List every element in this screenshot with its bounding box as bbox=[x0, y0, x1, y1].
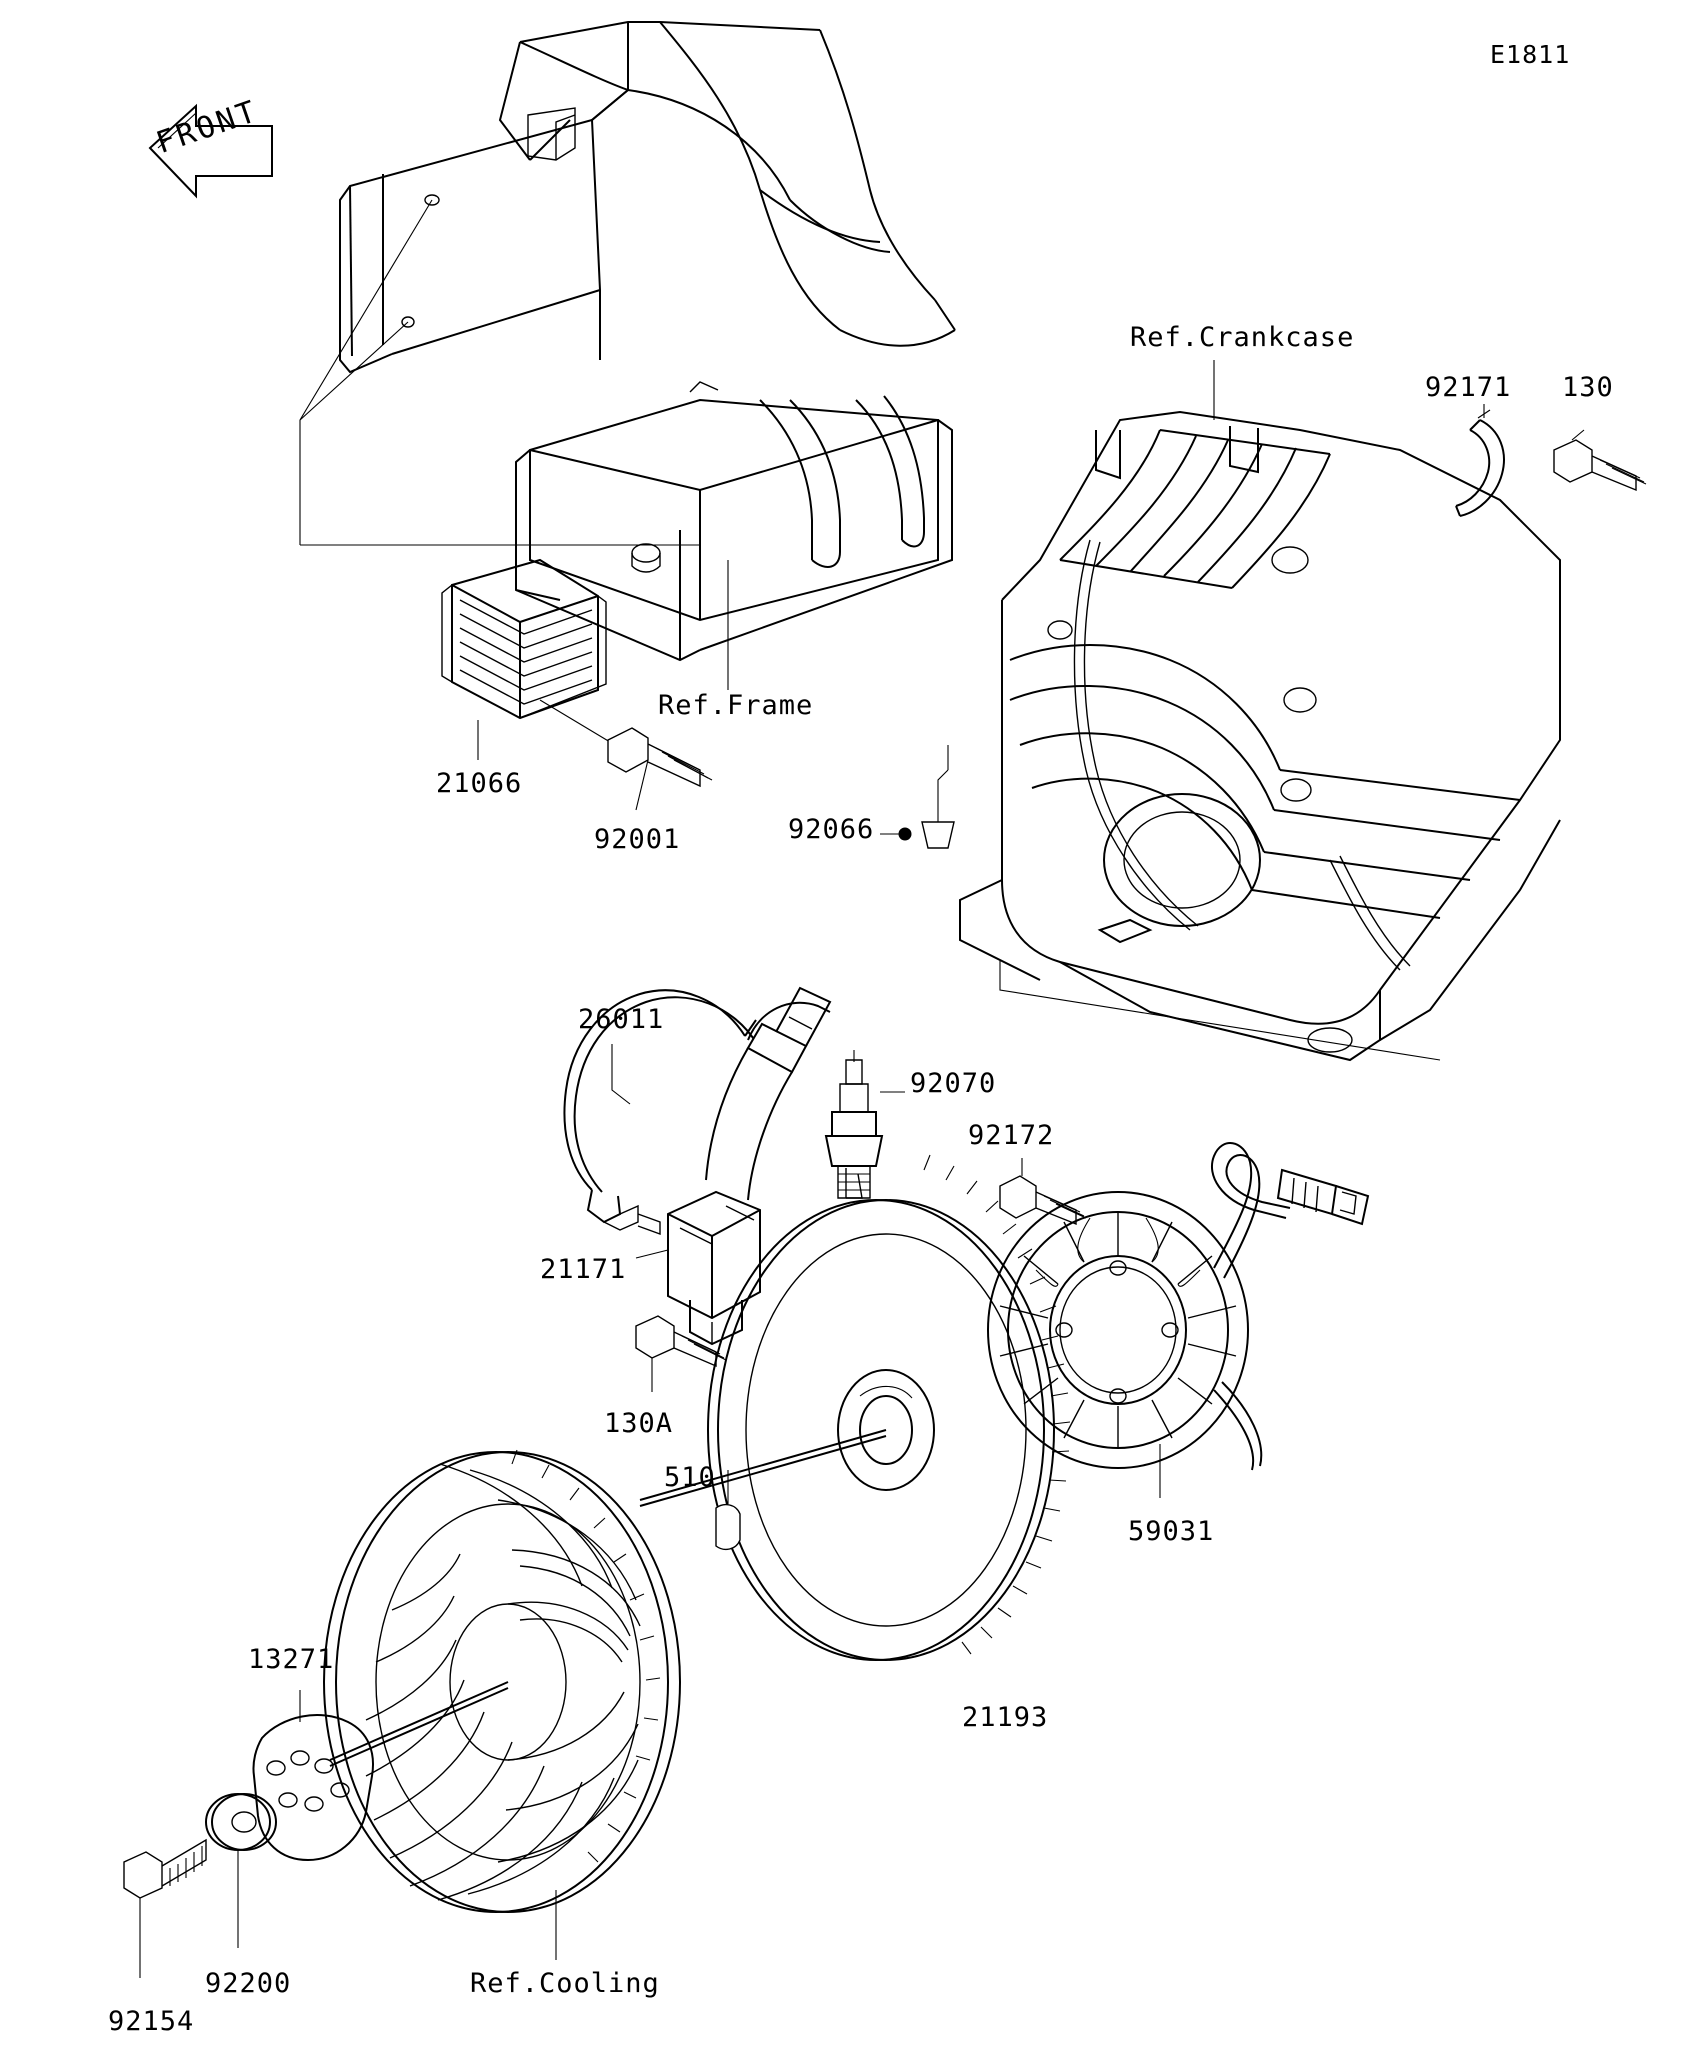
part-label-92200: 92200 bbox=[205, 1968, 292, 1999]
cooling-fan bbox=[324, 1450, 680, 1960]
reference-label-crankcase: Ref.Crankcase bbox=[1130, 322, 1355, 353]
crankcase-assembly bbox=[960, 360, 1560, 1060]
flywheel-21193 bbox=[640, 1155, 1070, 1660]
washer-92200 bbox=[206, 1794, 276, 1948]
part-label-92001: 92001 bbox=[594, 824, 681, 855]
front-arrow-label: FRONT bbox=[152, 93, 263, 162]
woodruff-key-510 bbox=[716, 1470, 740, 1549]
bolt-92172 bbox=[1000, 1158, 1086, 1224]
spark-plug-92070 bbox=[826, 1050, 905, 1198]
fan-plate-13271 bbox=[253, 1690, 373, 1860]
part-label-92154: 92154 bbox=[108, 2006, 195, 2037]
part-label-21066: 21066 bbox=[436, 768, 523, 799]
part-label-21171: 21171 bbox=[540, 1254, 627, 1285]
part-label-92070: 92070 bbox=[910, 1068, 997, 1099]
part-label-26011: 26011 bbox=[578, 1004, 665, 1035]
frame-pan bbox=[516, 382, 952, 690]
diagram-id: E1811 bbox=[1490, 40, 1571, 69]
part-label-59031: 59031 bbox=[1128, 1516, 1215, 1547]
regulator-rectifier-21066 bbox=[442, 560, 610, 760]
bolt-92001 bbox=[608, 728, 712, 810]
part-label-92172: 92172 bbox=[968, 1120, 1055, 1151]
stator-59031 bbox=[988, 1192, 1248, 1498]
part-label-130A: 130A bbox=[604, 1408, 674, 1439]
plug-92066 bbox=[880, 745, 954, 848]
part-label-21193: 21193 bbox=[962, 1702, 1049, 1733]
part-label-510: 510 bbox=[664, 1462, 716, 1493]
part-label-130: 130 bbox=[1562, 372, 1614, 403]
part-label-13271: 13271 bbox=[248, 1644, 335, 1675]
part-label-92171: 92171 bbox=[1425, 372, 1512, 403]
frame-shroud bbox=[300, 22, 955, 545]
bolt-130 bbox=[1554, 430, 1646, 490]
part-label-92066: 92066 bbox=[788, 814, 875, 845]
reference-label-frame: Ref.Frame bbox=[658, 690, 814, 721]
reference-label-cooling: Ref.Cooling bbox=[470, 1968, 660, 1999]
bolt-92154 bbox=[124, 1840, 206, 1978]
